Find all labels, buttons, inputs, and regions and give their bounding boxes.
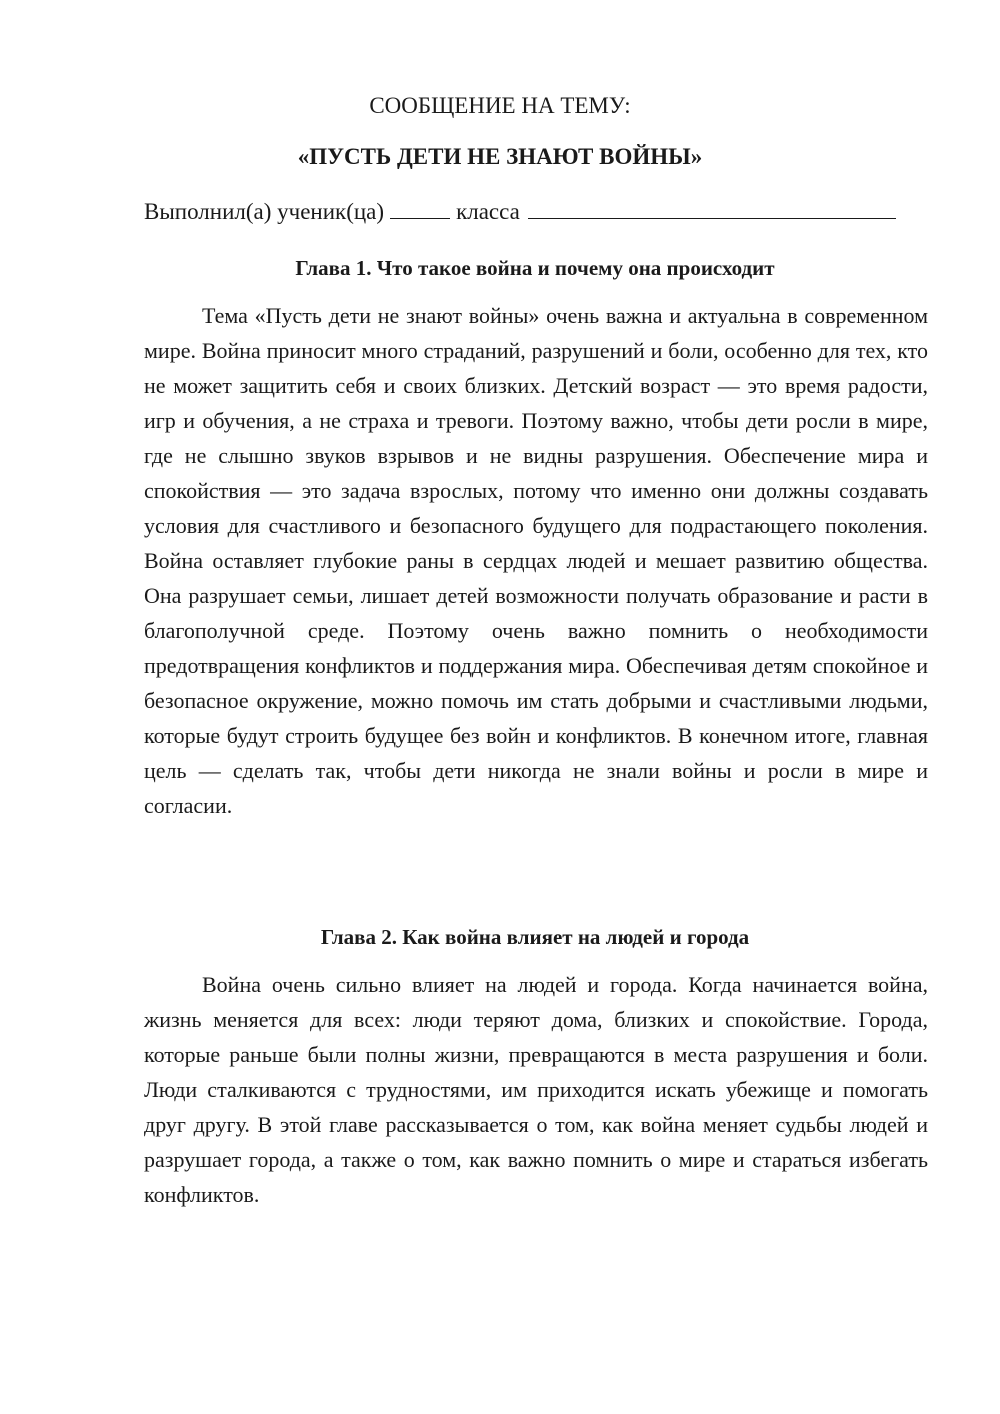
author-byline (144, 198, 934, 226)
chapter-1-paragraph: Тема «Пусть дети не знают войны» очень важна и актуальна в современном мире. Война приносит много страданий, разрушений и боли, особенно для тех, кто не может защитить себя и своих близких. Детский возраст — это время радости, игр и обучения, а не страха и тревоги. Поэтому важно, чтобы дети росли в мире, где не слышно звуков взрывов и не видны разрушения. Обеспечение мира и спокойствия — это задача взрослых, потому что именно они должны создавать условия для счастливого и безопасного будущего для подрастающего поколения. Война оставляет глубокие раны в сердцах людей и мешает развитию общества. Она разрушает семьи, лишает детей возможности получать образование и расти в благополучной среде. Поэтому очень важно помнить о необходимости предотвращения конфликтов и поддержания мира. Обеспечивая детям спокойное и безопасное окружение, можно помочь им стать добрыми и счастливыми людьми, которые будут строить будущее без войн и конфликтов. В конечном итоге, главная цель — сделать так, чтобы дети никогда не знали войны и росли в мире и согласии. (144, 303, 928, 818)
document-title-label: СООБЩЕНИЕ НА ТЕМУ: (369, 93, 631, 118)
class-name-blank (528, 198, 896, 219)
class-number-blank (390, 198, 450, 219)
byline-prefix: Выполнил(а) ученик(ца) (144, 199, 385, 224)
document-title-topic: «ПУСТЬ ДЕТИ НЕ ЗНАЮТ ВОЙНЫ» (297, 144, 703, 169)
chapter-1-heading: Глава 1. Что такое война и почему она происходит (295, 256, 775, 280)
byline-class-label: класса (456, 199, 520, 224)
chapter-2-heading: Глава 2. Как война влияет на людей и города (320, 925, 750, 949)
chapter-2-paragraph: Война очень сильно влияет на людей и города. Когда начинается война, жизнь меняется для всех: люди теряют дома, близких и спокойствие. Города, которые раньше были полны жизни, превращаются в места разрушения и боли. Люди сталкиваются с трудностями, им приходится искать убежище и помогать друг другу. В этой главе рассказывается о том, как война меняет судьбы людей и разрушает города, а также о том, как важно помнить о мире и стараться избегать конфликтов. (144, 972, 928, 1207)
